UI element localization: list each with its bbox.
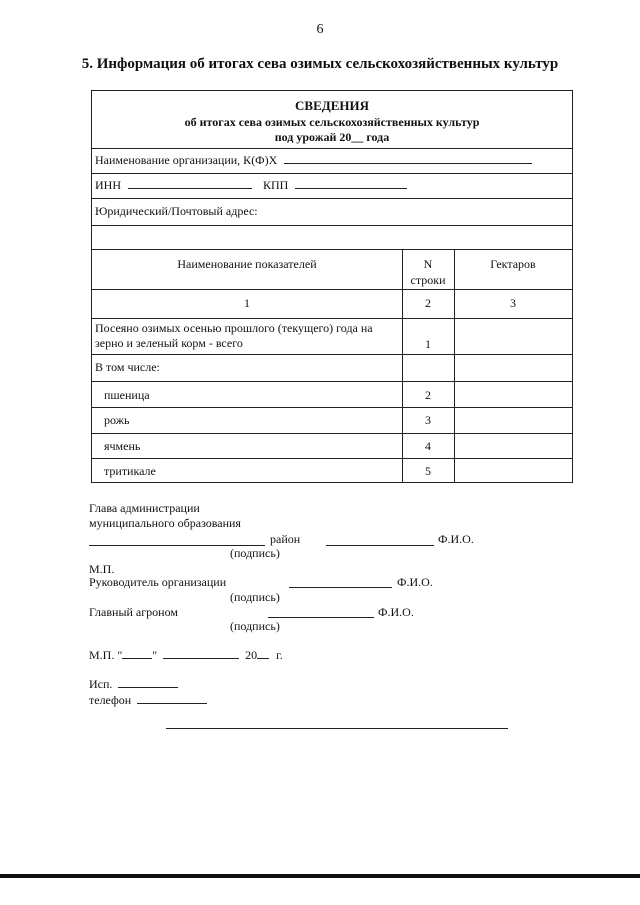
row-label: пшеница [104, 388, 150, 402]
phone-label: телефон [89, 693, 132, 707]
divider [92, 407, 572, 408]
form-title: СВЕДЕНИЯ [295, 98, 369, 113]
row-number: 3 [425, 413, 431, 427]
executor-field[interactable] [118, 677, 178, 688]
stamp-place: М.П. [89, 562, 115, 576]
section-title: 5. Информация об итогах сева озимых сельскохозяйственных культур [81, 56, 559, 72]
divider [92, 249, 572, 250]
divider [92, 289, 572, 290]
chief-agronomist-label: Главный агроном [89, 605, 178, 619]
address-label: Юридический/Почтовый адрес: [95, 204, 258, 218]
signature-caption: (подпись) [230, 590, 280, 604]
signature-line[interactable] [289, 587, 392, 588]
column-number: 3 [510, 296, 516, 310]
fio-label: Ф.И.О. [438, 532, 474, 546]
day-field[interactable] [122, 648, 152, 659]
page-number: 6 [316, 22, 324, 37]
signature-caption: (подпись) [230, 619, 280, 633]
inn-kpp-row [95, 178, 407, 193]
end-rule [166, 728, 508, 729]
org-head-label: Руководитель организации [89, 575, 227, 589]
year-prefix: 20 [245, 648, 258, 662]
phone-field[interactable] [137, 693, 207, 704]
signature-line[interactable] [268, 617, 374, 618]
row-label: тритикале [104, 464, 156, 478]
date-quote: " [152, 648, 158, 662]
district-label: район [270, 532, 301, 546]
year-suffix: г. [276, 648, 283, 662]
month-field[interactable] [163, 648, 239, 659]
phone-row [89, 693, 207, 708]
column-number: 1 [244, 296, 250, 310]
column-header-name: Наименование показателей [177, 257, 317, 271]
head-admin-label: Глава администрации [89, 501, 200, 515]
divider [92, 148, 572, 149]
column-divider [454, 249, 455, 483]
column-number: 2 [425, 296, 431, 310]
executor-label: Исп. [89, 677, 113, 691]
year-field[interactable] [257, 648, 269, 659]
column-header-row-no: N [423, 257, 433, 271]
row-label: ячмень [104, 439, 141, 453]
row-number: 2 [425, 388, 431, 402]
divider [92, 354, 572, 355]
divider [92, 318, 572, 319]
row-label: зерно и зеленый корм - всего [95, 336, 243, 350]
row-label: В том числе: [95, 360, 160, 374]
inn-label: ИНН [95, 178, 121, 192]
kpp-field[interactable] [295, 178, 407, 189]
date-line [89, 648, 283, 663]
form-harvest-year: под урожай 20__ года [274, 130, 390, 144]
divider [92, 458, 572, 459]
column-header-row-no-sub: строки [410, 273, 446, 287]
page-footer-rule [0, 874, 640, 878]
signature-caption: (подпись) [230, 546, 280, 560]
row-label: рожь [104, 413, 130, 427]
row-number: 4 [425, 439, 431, 453]
divider [92, 433, 572, 434]
report-form [91, 90, 573, 483]
executor-row [89, 677, 178, 692]
org-name-label: Наименование организации, К(Ф)Х [95, 153, 278, 167]
fio-label: Ф.И.О. [397, 575, 433, 589]
kpp-label: КПП [263, 178, 289, 192]
org-name-row [95, 153, 532, 168]
divider [92, 225, 572, 226]
row-label: Посеяно озимых осенью прошлого (текущего) года на [95, 321, 373, 335]
municipality-label: муниципального образования [89, 516, 241, 530]
row-number: 1 [425, 337, 431, 351]
fio-label: Ф.И.О. [378, 605, 414, 619]
column-header-hectares: Гектаров [490, 257, 536, 271]
date-prefix: М.П. " [89, 648, 123, 662]
signature-line[interactable] [326, 545, 434, 546]
inn-field[interactable] [128, 178, 252, 189]
divider [92, 173, 572, 174]
divider [92, 198, 572, 199]
row-number: 5 [425, 464, 431, 478]
form-subtitle: об итогах сева озимых сельскохозяйственных культур [184, 115, 480, 129]
org-name-field[interactable] [284, 153, 532, 164]
divider [92, 381, 572, 382]
